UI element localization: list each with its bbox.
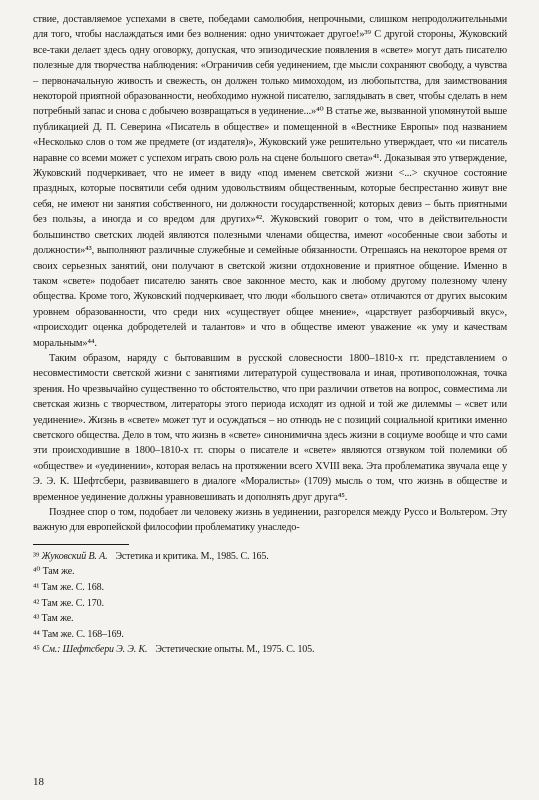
footnote-number: ⁴⁰ — [33, 566, 41, 578]
footnotes — [33, 549, 507, 658]
footnote-number: ⁴⁴ — [33, 628, 40, 640]
footnote-41 — [33, 580, 507, 596]
paragraph-2: Таким образом, наряду с бытовавшим в русской словесности 1800–1810-х гг. представлением о несовместимости светской жизни с занятиями литературой существовала и иная, противоположная, точка зрения. Но чрезвычайно существенно то обстоятельство, что при различии ответов на вопрос, совместима ли светская жизнь с творчеством, литераторы этого периода исходят из одной и той же дилеммы – «свет или уединение». Жизнь в «свете» может тут и осуждаться – но отнюдь не с позиций социальной критики именно светского общества. Дело в том, что жизнь в «свете» синонимична здесь жизни в социуме вообще и что сами эти происходившие в 1800–1810-х гг. споры о писателе и «свете» являются отзвуком той полемики об «обществе» и «уединении», которая велась на протяжении всего XVIII века. Эта проблематика звучала еще у Э. Э. К. Шефтсбери, развивавшего в диалоге «Моралисты» (1709) мысль о том, что жизнь в обществе и временное уединение должны уравновешивать и дополнять друг друга⁴⁵. — [33, 352, 507, 503]
page-content — [33, 12, 507, 658]
footnote-number: ³⁹ — [33, 550, 40, 562]
footnote-number: ⁴³ — [33, 613, 40, 625]
footnote-text: Там же. С. 170. — [41, 597, 104, 609]
footnote-number: ⁴⁵ — [33, 644, 40, 656]
page-number: 18 — [33, 776, 44, 788]
footnote-number: ⁴¹ — [33, 582, 40, 593]
paragraph-1: ствие, доставляемое успехами в свете, победами самолюбия, непрочными, слишком непродолжительными для того, чтобы наслаждаться ими без волнения: одно уничтожает другое!»³⁹ С другой стороны, Жуковский все-таки делает здесь одну оговорку, допуская, что эпизодические появления в «свете» могут дать писателю полезные для творчества наблюдения: «Ограничив себя уединением, где мысли сохраняют свободу, а чувства – первоначальную живость и свежесть, он должен только мимоходом, из любопытства, для заимствования некоторой приятной образованности, необходимо нужной писателю, заглядывать в свет, чтобы сделать в нем потребный запас и снова с добычею возвращаться в уединение...»⁴⁰ В статье же, вызванной упомянутой выше публикацией Д. П. Северина «Писатель в обществе» и помещенной в «Вестнике Европы» под названием «Несколько слов о том же предмете (от издателя)», Жуковский уже решительно утверждает, что «и писатель наравне со всеми может с успехом играть свою роль на сцене большого света»⁴¹. Доказывая это утверждение, Жуковский подчеркивает, что не имеет в виду «под именем светской жизни <...> скучное состояние праздных, которые посвятили себя одним удовольствиям общественным, которые беспрестанно живут вне себя, не имеют ни занятия собственного, ни должности государственной; которых девиз – быть приятными без пользы, а иногда и со вредом для других»⁴². Жуковский говорит о том, что в действительности большинство светских людей являются полезными членами общества, имеют «особенные свои заботы и должности»⁴³, выполняют различные служебные и семейные обязанности. Отрешаясь на некоторое время от своих серьезных занятий, они получают в светской жизни отдохновение и приятное общение. Именно в таком «свете» подобает писателю занять свое законное место, как и любому другому полезному члену общества. Кроме того, Жуковский подчеркивает, что люди «большого света» отличаются от других высоким уровнем образованности, что среди них «существует общее мнение», «царствует разборчивый вкус», «происходит оценка добродетелей и талантов» и что в обществе имеют уважение «к уму и качествам моральным»⁴⁴. — [33, 14, 507, 349]
footnote-author: Жуковский В. А. — [41, 550, 108, 562]
footnote-text: Эстетические опыты. М., 1975. С. 105. — [155, 644, 315, 656]
footnote-divider — [33, 544, 129, 545]
footnote-44 — [33, 627, 507, 643]
footnote-text: Там же. — [42, 566, 75, 578]
footnote-40 — [33, 564, 507, 580]
footnote-43 — [33, 611, 507, 627]
footnote-39 — [33, 549, 507, 565]
footnote-text: Там же. — [41, 613, 74, 625]
footnote-author: См.: Шефтсбери Э. Э. К. — [42, 644, 148, 656]
footnote-45 — [33, 642, 507, 658]
footnote-text: Эстетика и критика. М., 1985. С. 165. — [115, 550, 269, 562]
footnote-42 — [33, 596, 507, 612]
footnote-text: Там же. С. 168. — [41, 582, 104, 593]
paragraph-3: Позднее спор о том, подобает ли человеку жизнь в уединении, разгорелся между Руссо и Вольтером. Эту важную для европейской философии проблематику унаследо- — [33, 507, 507, 534]
footnote-number: ⁴² — [33, 597, 40, 609]
footnote-text: Там же. С. 168–169. — [42, 628, 124, 640]
